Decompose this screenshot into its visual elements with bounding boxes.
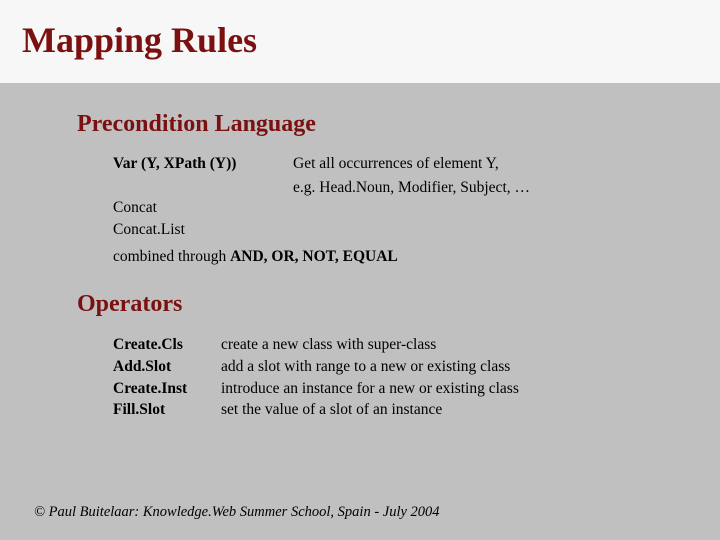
slide-title: Mapping Rules (22, 20, 258, 60)
operator-description: introduce an instance for a new or existing class (221, 380, 519, 397)
precondition-heading: Precondition Language (77, 111, 316, 137)
concat-list-term: Concat.List (113, 221, 185, 238)
operator-name: Create.Cls (113, 336, 183, 353)
operator-description: create a new class with super-class (221, 336, 437, 353)
operator-name: Add.Slot (113, 358, 172, 375)
operator-name: Fill.Slot (113, 401, 166, 418)
concat-term: Concat (113, 199, 157, 216)
combined-prefix: combined through (113, 248, 231, 265)
operator-description: set the value of a slot of an instance (221, 401, 443, 418)
combined-operators: AND, OR, NOT, EQUAL (230, 248, 398, 265)
title-bar (0, 0, 720, 83)
operators-heading: Operators (77, 291, 183, 317)
slide-footer: © Paul Buitelaar: Knowledge.Web Summer School, Spain - July 2004 (34, 504, 440, 520)
var-description-line-1: Get all occurrences of element Y, (293, 155, 499, 172)
combined-line (113, 249, 398, 265)
operator-name: Create.Inst (113, 380, 188, 397)
var-description-line-2: e.g. Head.Noun, Modifier, Subject, … (293, 179, 530, 196)
var-term: Var (Y, XPath (Y)) (113, 155, 237, 172)
operator-description: add a slot with range to a new or existing class (221, 358, 511, 375)
